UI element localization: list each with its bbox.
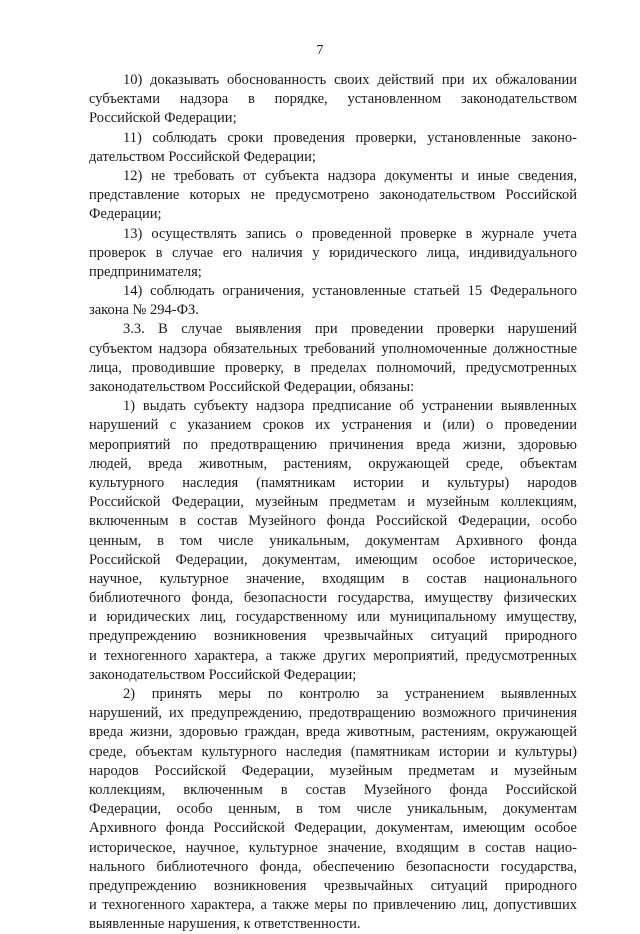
- document-body: [89, 71, 577, 934]
- text-line: лица, проводившие проверку, в пределах полномочий, предусмотренных: [89, 359, 577, 376]
- text-line: 13) осуществлять запись о проведенной проверке в журнале учета: [123, 225, 577, 242]
- text-line: Федерации, особо ценным, в том числе уникальным, документам: [89, 801, 577, 818]
- text-line: дательством Российской Федерации;: [89, 148, 316, 165]
- text-line: коллекциям, включенным в состав Музейного фонда Российской: [89, 781, 577, 798]
- text-line: 11) соблюдать сроки проведения проверки, установленные законо-: [123, 129, 577, 146]
- text-line: 1) выдать субъекту надзора предписание об устранении выявленных: [123, 398, 577, 415]
- text-line: выявленные нарушения, к ответственности.: [89, 916, 361, 933]
- text-line: включенным в состав Музейного фонда Российской Федерации, особо: [89, 513, 577, 530]
- text-line: проверок в случае его наличия у юридического лица, индивидуального: [89, 244, 577, 261]
- text-line: Архивного фонда Российской Федерации, документам, имеющим особое: [89, 820, 577, 837]
- text-line: субъектами надзора в порядке, установленном законодательством: [89, 91, 577, 108]
- text-line: предупреждению возникновения чрезвычайных ситуаций природного: [89, 877, 577, 894]
- text-line: нарушений с указанием сроков их устранения и (или) о проведении: [89, 417, 577, 434]
- text-line: субъектом надзора обязательных требований уполномоченные должностные: [89, 340, 577, 357]
- text-line: людей, вреда животным, растениям, окружающей среде, объектам: [89, 455, 577, 472]
- text-line: 12) не требовать от субъекта надзора документы и иные сведения,: [123, 167, 577, 184]
- text-line: вреда жизни, здоровью граждан, вреда животным, растениям, окружающей: [89, 724, 577, 741]
- text-line: 10) доказывать обоснованность своих действий при их обжаловании: [123, 72, 577, 88]
- text-line: Российской Федерации, музейным предметам и музейным коллекциям,: [89, 494, 577, 511]
- text-line: и техногенного характера, а также меры по привлечению лиц, допустивших: [89, 897, 577, 914]
- text-line: и техногенного характера, а также других мероприятий, предусмотренных: [89, 647, 577, 664]
- text-line: предупреждению возникновения чрезвычайных ситуаций природного: [89, 628, 577, 645]
- text-line: представление которых не предусмотрено законодательством Российской: [89, 187, 577, 204]
- text-line: мероприятий по предотвращению причинения вреда жизни, здоровью: [89, 436, 577, 453]
- text-line: предпринимателя;: [89, 263, 202, 280]
- text-line: библиотечного фонда, безопасности государства, имуществу физических: [89, 590, 577, 607]
- text-line: нарушений, их предупреждению, предотвращению возможного причинения: [89, 705, 577, 722]
- text-line: 14) соблюдать ограничения, установленные статьей 15 Федерального: [123, 283, 577, 300]
- text-line: 3.3. В случае выявления при проведении проверки нарушений: [123, 321, 577, 338]
- text-line: среде, объектам культурного наследия (памятникам истории и культуры): [89, 743, 577, 760]
- text-line: законодательством Российской Федерации;: [89, 666, 357, 683]
- text-line: Федерации;: [89, 206, 162, 223]
- text-line: 2) принять меры по контролю за устранением выявленных: [123, 686, 577, 702]
- text-line: культурного наследия (памятникам истории и культуры) народов: [89, 474, 577, 491]
- text-line: научное, культурное значение, входящим в состав национального: [89, 570, 577, 587]
- text-line: народов Российской Федерации, музейным предметам и музейным: [89, 762, 577, 779]
- text-line: и юридических лиц, государственному или муниципальному имуществу,: [89, 609, 577, 626]
- text-line: Российской Федерации;: [89, 110, 237, 127]
- text-line: закона № 294-ФЗ.: [89, 302, 199, 319]
- page-number: 7: [316, 43, 324, 58]
- text-line: историческое, научное, культурное значение, входящим в состав нацио-: [89, 839, 577, 856]
- text-line: нального библиотечного фонда, обеспечению безопасности государства,: [89, 858, 577, 875]
- text-line: ценным, в том числе уникальным, документам Архивного фонда: [89, 532, 577, 549]
- text-line: законодательством Российской Федерации, обязаны:: [89, 379, 415, 395]
- text-line: Российской Федерации, документам, имеющим особое историческое,: [89, 551, 577, 568]
